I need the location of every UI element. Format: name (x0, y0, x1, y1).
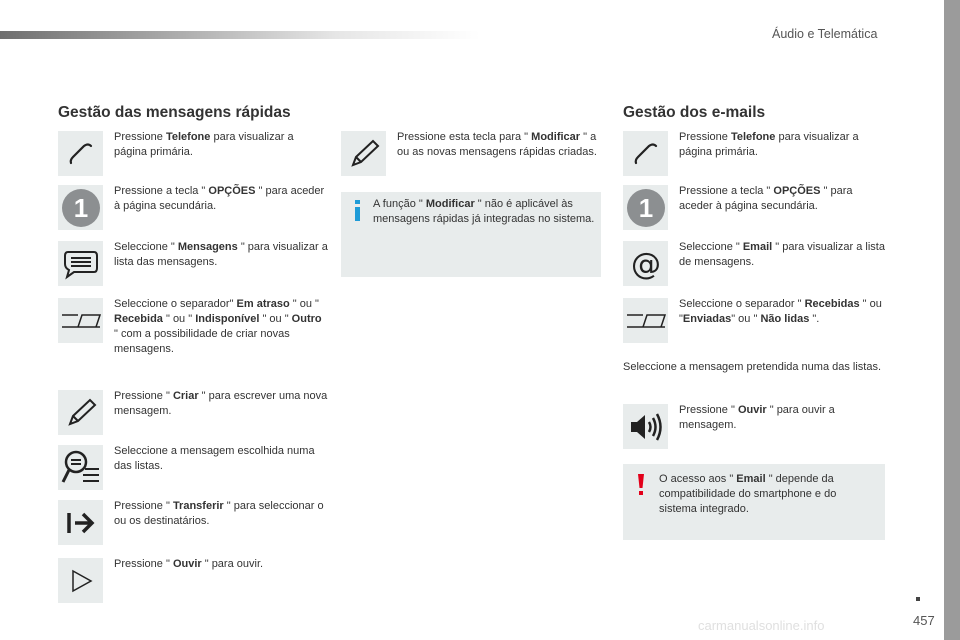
right-step-email: @ Seleccione " Email " para visualizar a lista de mensagens. (623, 241, 885, 286)
left-step-tabs: Seleccione o separador" Em atraso " ou " Recebida " ou " Indisponível " ou " Outro " com a possibilidade de criar novas mensagens. (58, 298, 328, 357)
phone-icon (623, 131, 668, 176)
left-step-messages: Seleccione " Mensagens " para visualizar a lista das mensagens. (58, 241, 328, 286)
svg-text:@: @ (630, 246, 661, 281)
right-step-phone: Pressione Telefone para visualizar a página primária. (623, 131, 885, 176)
svg-text:1: 1 (73, 192, 88, 223)
right-step-listen: Pressione " Ouvir " para ouvir a mensagem. (623, 404, 885, 449)
left-step-phone: Pressione Telefone para visualizar a página primária. (58, 131, 328, 176)
speaker-icon (623, 404, 668, 449)
section-title: Áudio e Telemática (772, 27, 878, 41)
left-step-forward: Pressione " Transferir " para seleccionar o ou os destinatários. (58, 500, 328, 545)
play-icon (58, 558, 103, 603)
pencil-icon (341, 131, 386, 176)
phone-icon (58, 131, 103, 176)
header-gradient-bar (0, 31, 480, 39)
number-one-icon (623, 185, 668, 230)
pencil-icon (58, 390, 103, 435)
forward-arrow-icon (58, 500, 103, 545)
select-email-text: Seleccione a mensagem pretendida numa das listas. (623, 361, 882, 373)
select-message-icon (58, 445, 103, 490)
left-step-options: 1 Pressione a tecla " OPÇÕES " para aceder à página secundária. (58, 185, 328, 230)
number-one-icon (58, 185, 103, 230)
info-icon (353, 200, 363, 222)
page-number: 457 (913, 613, 935, 628)
tab-separator-icon (623, 298, 668, 343)
left-step-play: Pressione " Ouvir " para ouvir. (58, 558, 328, 603)
page-marker (916, 597, 920, 601)
svg-text:1: 1 (638, 192, 653, 223)
left-section-title: Gestão das mensagens rápidas (58, 104, 291, 121)
info-note: A função " Modificar " não é aplicável às mensagens rápidas já integradas no sistema. (341, 192, 601, 277)
right-section-title: Gestão dos e-mails (623, 104, 766, 121)
warning-note: O acesso aos " Email " depende da compatibilidade do smartphone e do sistema integrado. (623, 464, 885, 540)
right-step-options: 1 Pressione a tecla " OPÇÕES " para aceder à página secundária. (623, 185, 885, 230)
warning-icon (637, 474, 645, 496)
page-edge-band (944, 0, 960, 640)
left-step-select: Seleccione a mensagem escolhida numa das listas. (58, 445, 328, 490)
left-step-create: Pressione " Criar " para escrever uma nova mensagem. (58, 390, 328, 435)
message-list-icon (58, 241, 103, 286)
tab-separator-icon (58, 298, 103, 343)
right-step-tabs: Seleccione o separador " Recebidas " ou "Enviadas" ou " Não lidas ". (623, 298, 885, 343)
watermark: carmanualsonline.info (698, 618, 825, 633)
modify-step: Pressione esta tecla para " Modificar " a ou as novas mensagens rápidas criadas. (341, 131, 601, 176)
at-sign-icon (623, 241, 668, 286)
